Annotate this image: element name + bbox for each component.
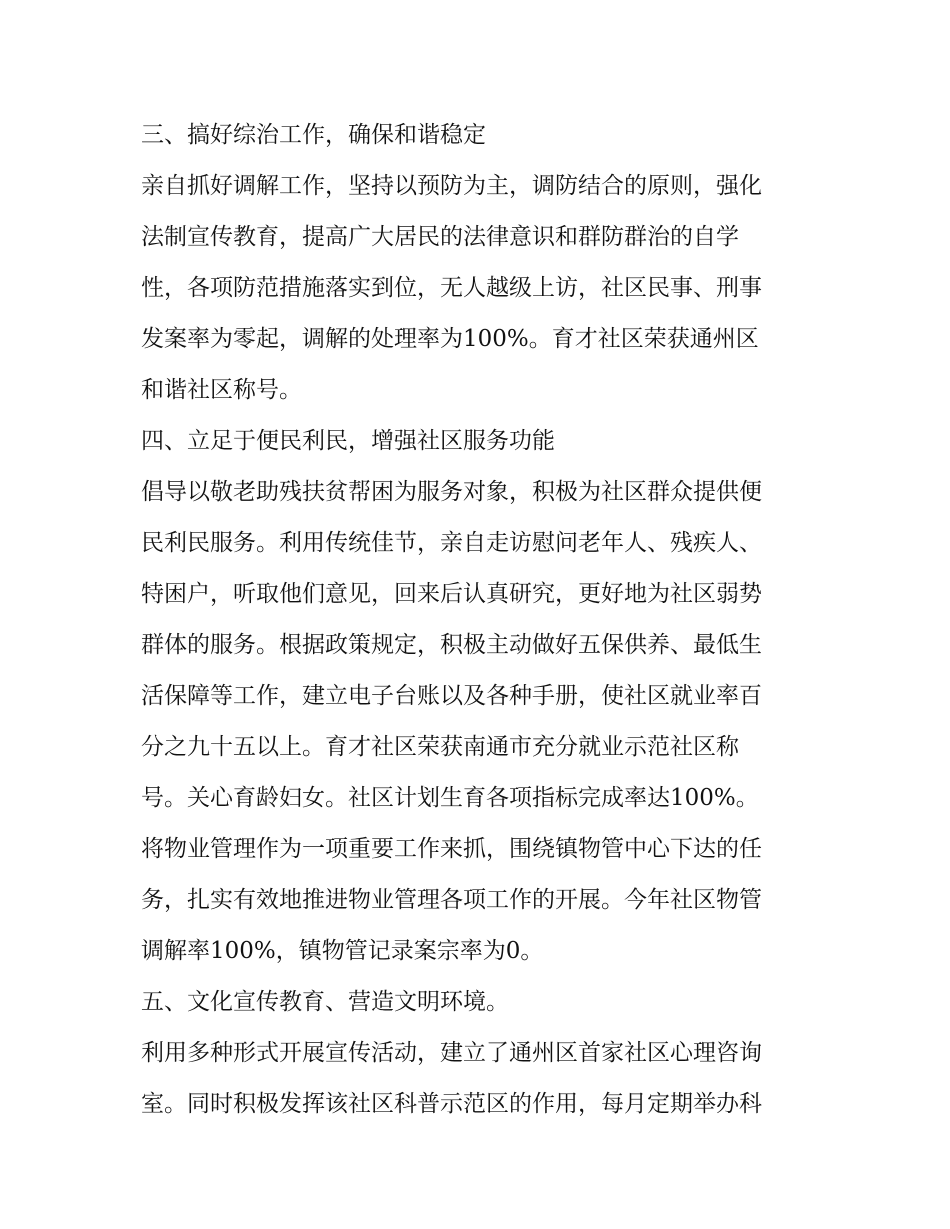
section-heading: 四、立足于便民利民，增强社区服务功能 bbox=[141, 428, 555, 454]
section-heading: 三、搞好综治工作，确保和谐稳定 bbox=[141, 122, 486, 148]
paragraph-line: 分之九十五以上。育才社区荣获南通市充分就业示范社区称 bbox=[141, 734, 739, 760]
paragraph-line: 倡导以敬老助残扶贫帮困为服务对象，积极为社区群众提供便 bbox=[141, 479, 762, 505]
section-heading: 五、文化宣传教育、营造文明环境。 bbox=[141, 989, 509, 1015]
paragraph-line: 和谐社区称号。 bbox=[141, 377, 302, 403]
section-community-service bbox=[141, 416, 821, 977]
paragraph-line: 群体的服务。根据政策规定，积极主动做好五保供养、最低生 bbox=[141, 632, 762, 658]
section-comprehensive-governance bbox=[141, 110, 821, 416]
paragraph-line: 发案率为零起，调解的处理率为100%。育才社区荣获通州区 bbox=[141, 326, 759, 352]
paragraph-line: 活保障等工作，建立电子台账以及各种手册，使社区就业率百 bbox=[141, 683, 762, 709]
paragraph-line: 务，扎实有效地推进物业管理各项工作的开展。今年社区物管 bbox=[141, 887, 762, 913]
paragraph-line: 调解率100%，镇物管记录案宗率为0。 bbox=[141, 938, 544, 964]
paragraph-line: 将物业管理作为一项重要工作来抓，围绕镇物管中心下达的任 bbox=[141, 836, 762, 862]
section-culture-education bbox=[141, 977, 821, 1130]
paragraph-line: 号。关心育龄妇女。社区计划生育各项指标完成率达100%。 bbox=[141, 785, 759, 811]
paragraph-line: 民利民服务。利用传统佳节，亲自走访慰问老年人、残疾人、 bbox=[141, 530, 762, 556]
paragraph-line: 室。同时积极发挥该社区科普示范区的作用，每月定期举办科 bbox=[141, 1091, 762, 1117]
paragraph-line: 利用多种形式开展宣传活动，建立了通州区首家社区心理咨询 bbox=[141, 1040, 762, 1066]
paragraph-line: 法制宣传教育，提高广大居民的法律意识和群防群治的自学 bbox=[141, 224, 739, 250]
paragraph-line: 性，各项防范措施落实到位，无人越级上访，社区民事、刑事 bbox=[141, 275, 762, 301]
document-body bbox=[141, 110, 821, 1130]
paragraph-line: 亲自抓好调解工作，坚持以预防为主，调防结合的原则，强化 bbox=[141, 173, 762, 199]
paragraph-line: 特困户，听取他们意见，回来后认真研究，更好地为社区弱势 bbox=[141, 581, 762, 607]
